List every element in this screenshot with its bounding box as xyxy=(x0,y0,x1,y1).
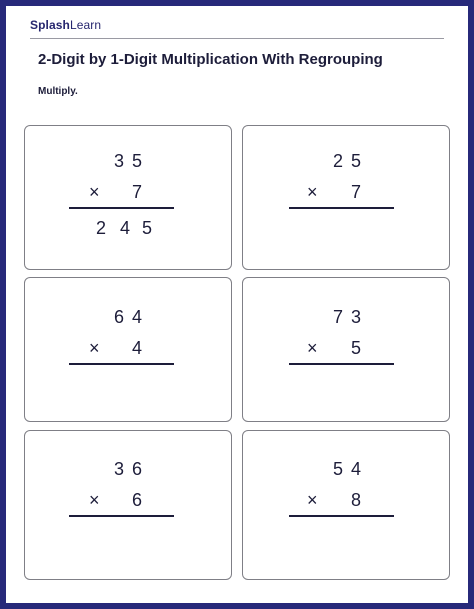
problem-card-3 xyxy=(24,277,232,422)
problem-card-4 xyxy=(242,277,450,422)
multiplier-digit: 5 xyxy=(351,338,362,358)
multiply-sign: × xyxy=(307,338,318,358)
problem-card-2 xyxy=(242,125,450,270)
answer-ones-digit: 5 xyxy=(142,218,153,238)
multiply-sign: × xyxy=(89,182,100,202)
top-ones-digit: 4 xyxy=(132,307,143,327)
logo-bold-text: Splash xyxy=(30,18,70,32)
logo-light-text: Learn xyxy=(69,18,102,32)
top-ones-digit: 6 xyxy=(132,459,143,479)
product-line xyxy=(289,515,394,517)
problem-card-1 xyxy=(24,125,232,270)
product-line xyxy=(289,363,394,365)
top-tens-digit: 5 xyxy=(333,459,344,479)
product-line xyxy=(69,515,174,517)
multiply-sign: × xyxy=(89,338,100,358)
top-tens-digit: 3 xyxy=(114,459,125,479)
multiply-sign: × xyxy=(307,182,318,202)
top-ones-digit: 5 xyxy=(351,151,362,171)
multiply-sign: × xyxy=(307,490,318,510)
top-tens-digit: 6 xyxy=(114,307,125,327)
product-line xyxy=(289,207,394,209)
multiplier-digit: 4 xyxy=(132,338,143,358)
top-ones-digit: 3 xyxy=(351,307,362,327)
answer-hundreds-digit: 2 xyxy=(96,218,107,238)
top-ones-digit: 5 xyxy=(132,151,143,171)
top-tens-digit: 7 xyxy=(333,307,344,327)
instruction-text: Multiply. xyxy=(38,86,78,97)
multiply-sign: × xyxy=(89,490,100,510)
multiplier-digit: 7 xyxy=(351,182,362,202)
problem-card-5 xyxy=(24,430,232,580)
multiplier-digit: 6 xyxy=(132,490,143,510)
problem-card-6 xyxy=(242,430,450,580)
answer-tens-digit: 4 xyxy=(120,218,131,238)
top-ones-digit: 4 xyxy=(351,459,362,479)
worksheet-title: 2-Digit by 1-Digit Multiplication With Regrouping xyxy=(38,51,383,68)
multiplier-digit: 7 xyxy=(132,182,143,202)
multiplier-digit: 8 xyxy=(351,490,362,510)
top-tens-digit: 3 xyxy=(114,151,125,171)
splashlearn-logo xyxy=(30,18,101,32)
header-divider xyxy=(30,38,444,39)
top-tens-digit: 2 xyxy=(333,151,344,171)
product-line xyxy=(69,363,174,365)
product-line xyxy=(69,207,174,209)
